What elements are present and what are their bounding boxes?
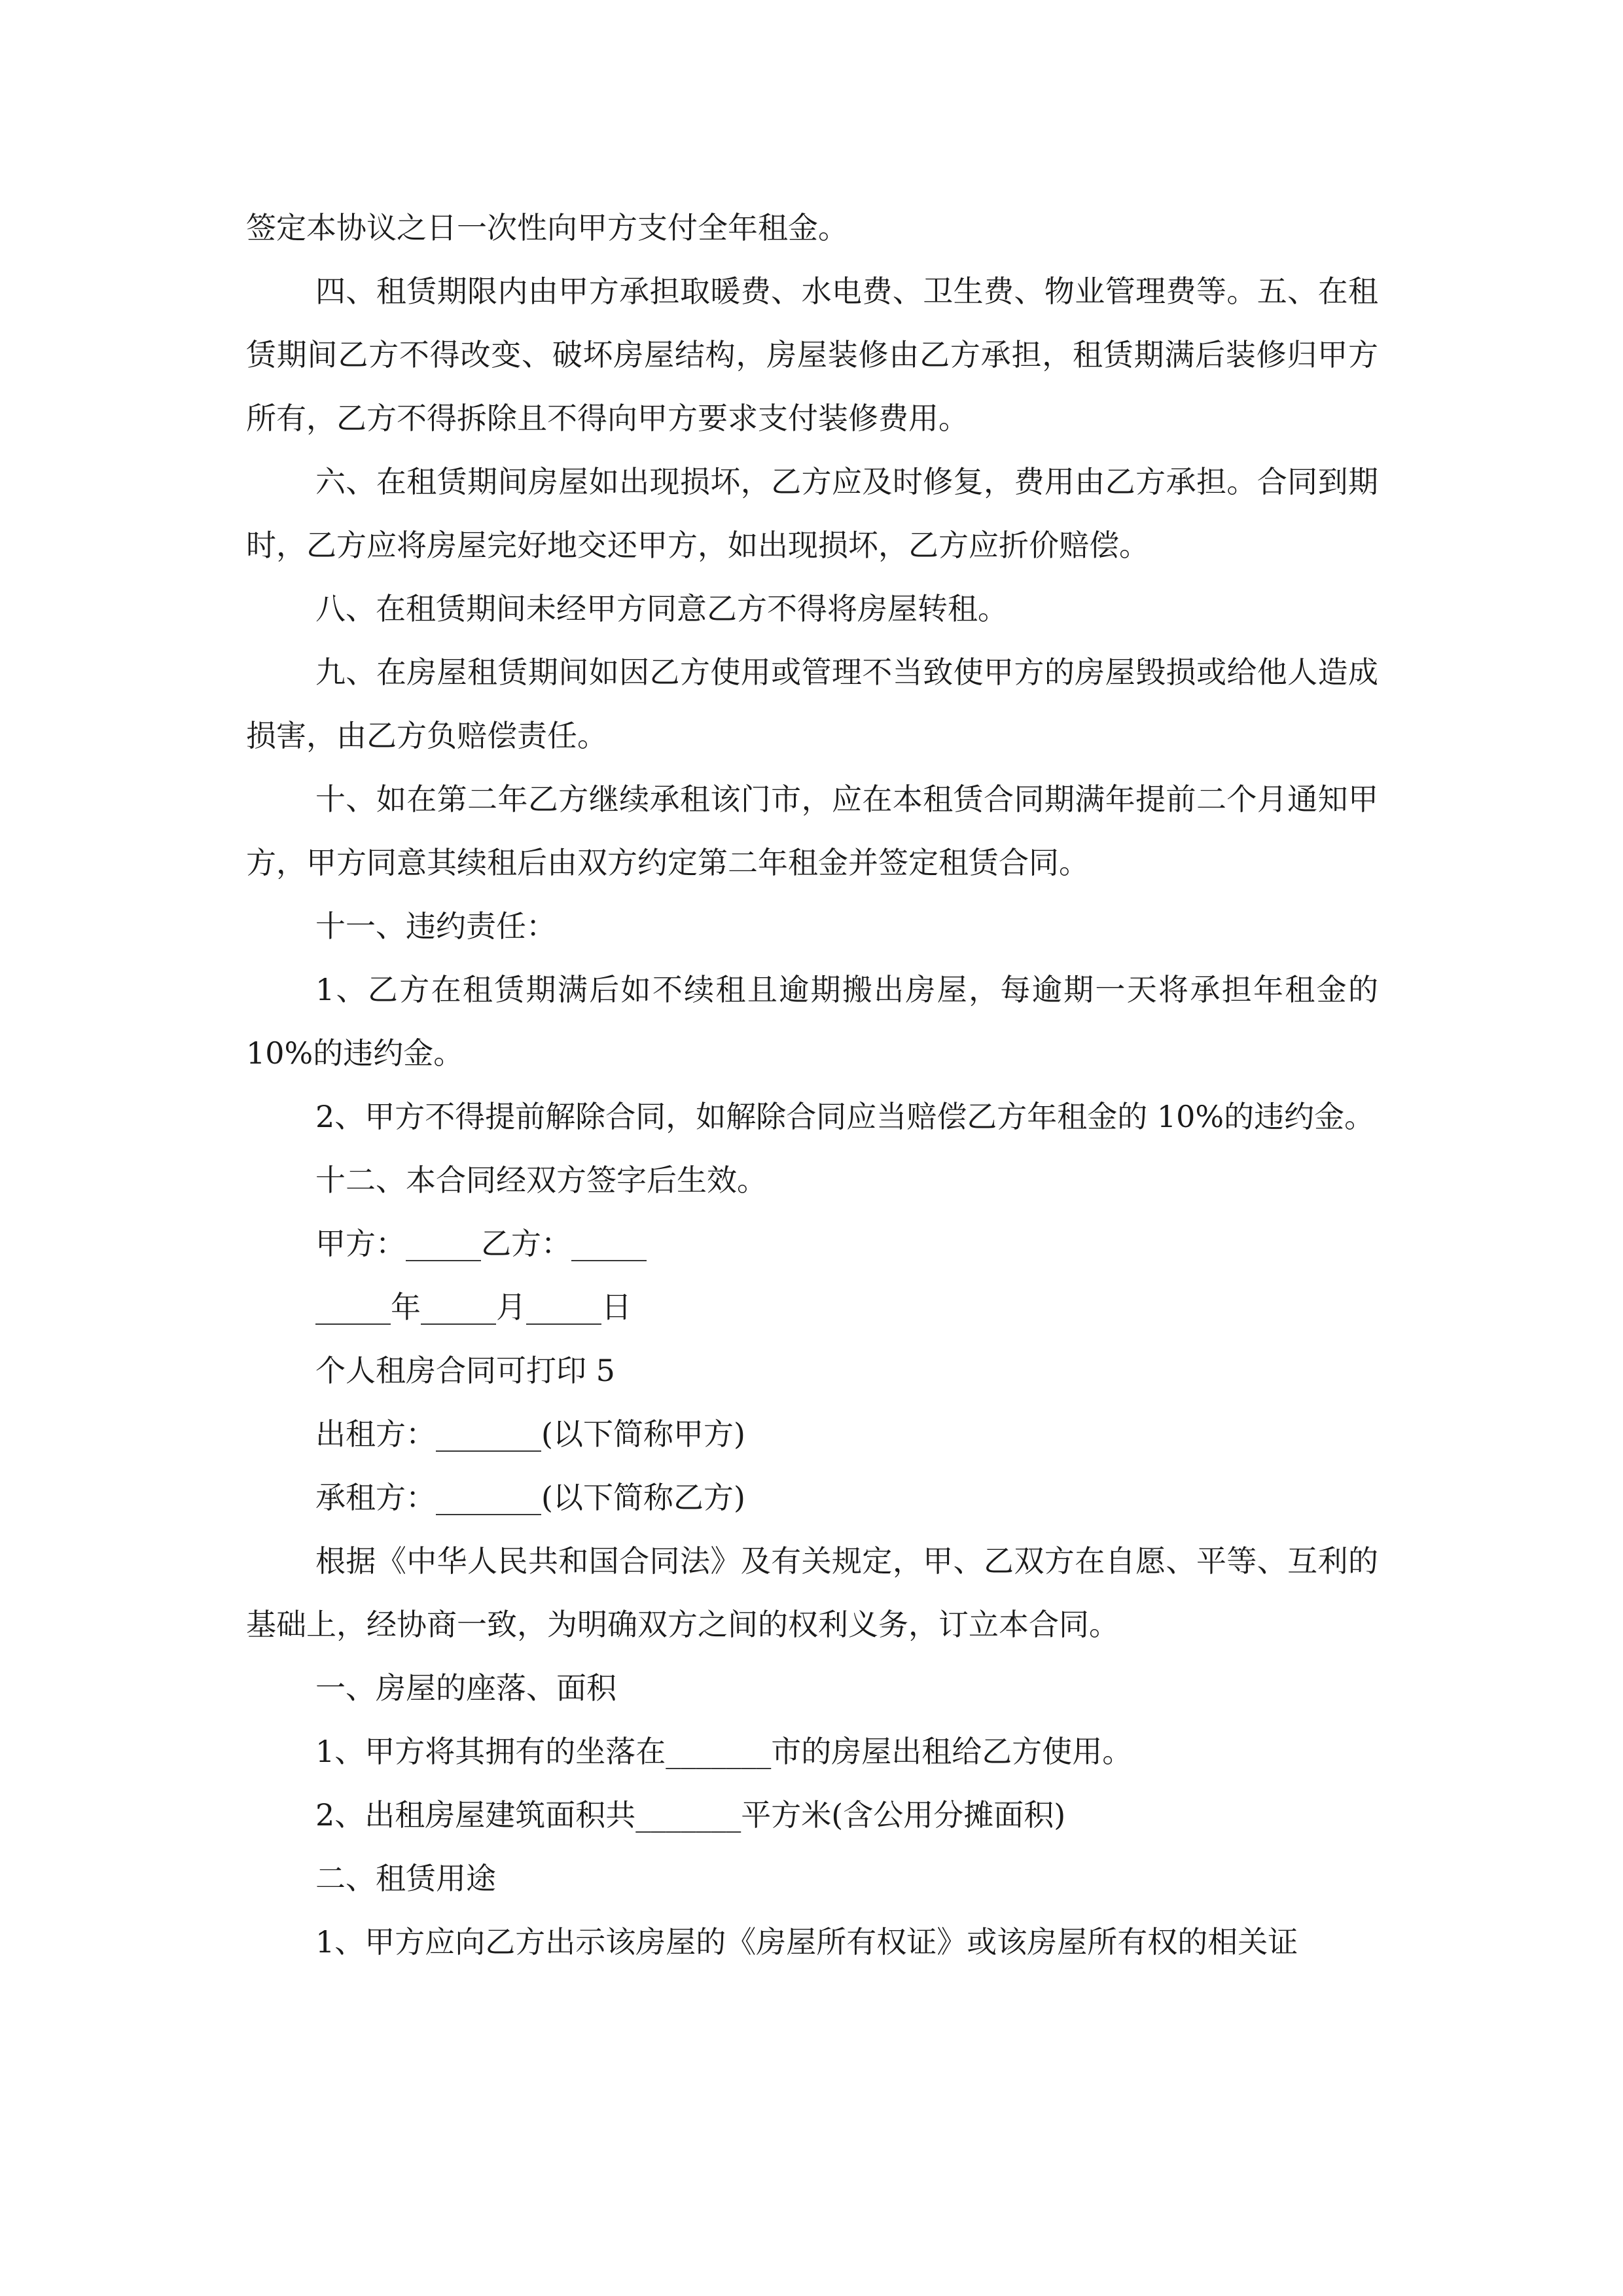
paragraph: 2、甲方不得提前解除合同，如解除合同应当赔偿乙方年租金的 10%的违约金。 <box>315 1099 1375 1134</box>
document-body <box>246 196 1378 1974</box>
paragraph: 四、租赁期限内由甲方承担取暖费、水电费、卫生费、物业管理费等。五、在租赁期间乙方不得改变、破坏房屋结构，房屋装修由乙方承担，租赁期满后装修归甲方所有，乙方不得拆除且不得向甲方要求支付装修费用。 <box>246 274 1378 436</box>
paragraph: _____年_____月_____日 <box>315 1289 632 1325</box>
paragraph: 签定本协议之日一次性向甲方支付全年租金。 <box>246 210 848 245</box>
paragraph: 十二、本合同经双方签字后生效。 <box>315 1162 767 1198</box>
paragraph: 八、在租赁期间未经甲方同意乙方不得将房屋转租。 <box>315 591 1008 626</box>
paragraph: 2、出租房屋建筑面积共_______平方米(含公用分摊面积) <box>315 1797 1066 1833</box>
paragraph: 承租方：_______(以下简称乙方) <box>315 1480 745 1515</box>
paragraph: 1、甲方应向乙方出示该房屋的《房屋所有权证》或该房屋所有权的相关证 <box>315 1924 1298 1960</box>
paragraph: 1、乙方在租赁期满后如不续租且逾期搬出房屋，每逾期一天将承担年租金的 10%的违约金。 <box>246 972 1378 1071</box>
paragraph: 个人租房合同可打印 5 <box>315 1353 615 1388</box>
paragraph: 十、如在第二年乙方继续承租该门市，应在本租赁合同期满年提前二个月通知甲方，甲方同意其续租后由双方约定第二年租金并签定租赁合同。 <box>246 781 1378 880</box>
paragraph: 根据《中华人民共和国合同法》及有关规定，甲、乙双方在自愿、平等、互利的基础上，经协商一致，为明确双方之间的权利义务，订立本合同。 <box>246 1543 1378 1642</box>
paragraph: 九、在房屋租赁期间如因乙方使用或管理不当致使甲方的房屋毁损或给他人造成损害，由乙方负赔偿责任。 <box>246 655 1378 753</box>
paragraph: 1、甲方将其拥有的坐落在_______市的房屋出租给乙方使用。 <box>315 1734 1133 1769</box>
paragraph: 甲方：_____乙方：_____ <box>315 1226 647 1261</box>
paragraph: 一、房屋的座落、面积 <box>315 1670 616 1706</box>
paragraph: 二、租赁用途 <box>315 1861 496 1896</box>
paragraph: 出租方：_______(以下简称甲方) <box>315 1416 745 1452</box>
paragraph: 六、在租赁期间房屋如出现损坏，乙方应及时修复，费用由乙方承担。合同到期时，乙方应将房屋完好地交还甲方，如出现损坏，乙方应折价赔偿。 <box>246 464 1378 563</box>
paragraph: 十一、违约责任： <box>315 908 556 944</box>
